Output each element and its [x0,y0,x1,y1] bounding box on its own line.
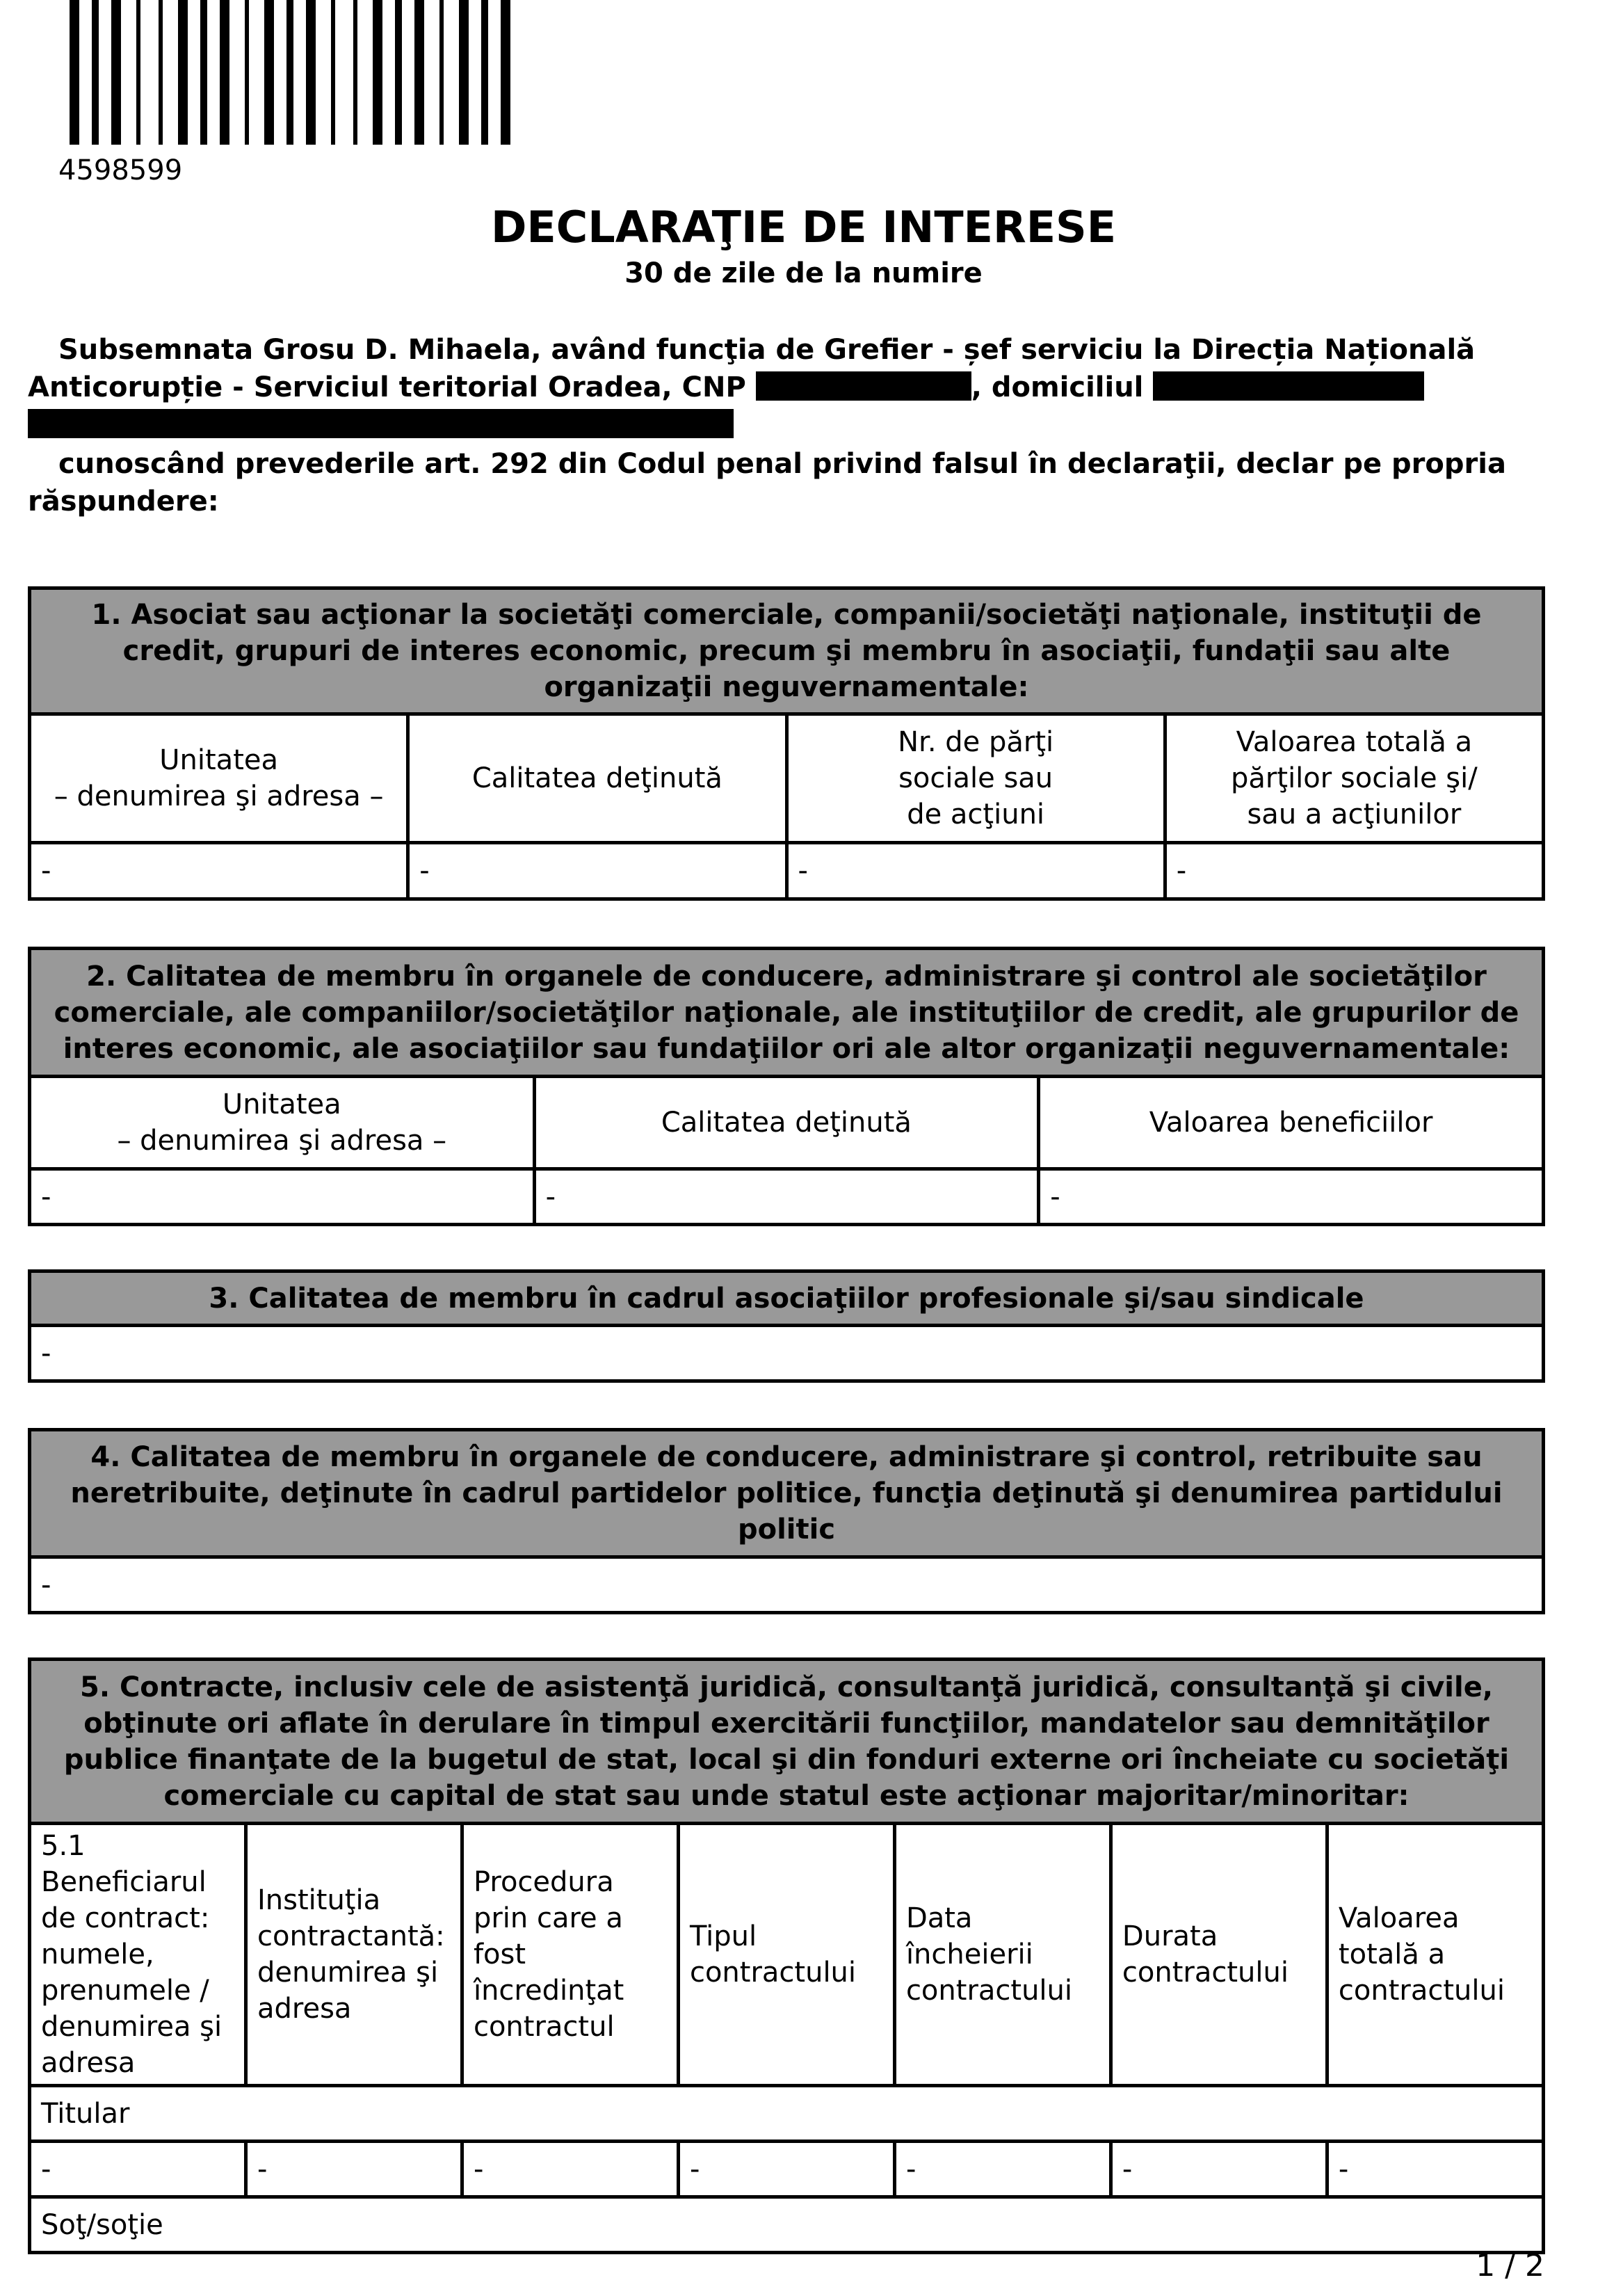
declarant-statement-2 [28,445,1544,520]
table-cell: - [30,843,408,899]
column-header-contract-date: Data încheierii contractului [894,1824,1111,2086]
barcode-bar [264,0,274,145]
barcode-bar [353,0,357,145]
intro-line-1: Subsemnata Grosu D. Mihaela, având funcţia de Grefier - șef serviciu la Direcția Națională [58,334,1476,366]
barcode-bar [286,0,293,145]
barcode-bar [481,0,488,145]
barcode-bar [159,0,163,145]
column-header-role: Calitatea deţinută [408,714,786,843]
group-label-spouse: Soţ/soţie [30,2197,1544,2253]
column-header-contract-value: Valoarea totală a contractului [1327,1824,1543,2086]
barcode-bar [414,0,424,145]
table-cell: - [30,1326,1544,1381]
redacted-address-cont [28,409,734,438]
table-cell: - [30,1169,535,1225]
table-cell: - [30,1557,1544,1613]
table-cell: - [1111,2142,1327,2197]
section-1-heading: 1. Asociat sau acţionar la societăţi comerciale, companii/societăţi naţionale, instituţii de credit, grupuri de interes economic, precum şi membru în asociaţii, fundaţii sau alte organizaţii neguvernamentale: [30,588,1544,714]
section-4-table [28,1428,1545,1614]
section-3-heading: 3. Calitatea de membru în cadrul asociaţiilor profesionale şi/sau sindicale [30,1271,1544,1326]
document-subtitle: 30 de zile de la numire [624,257,983,289]
column-header-beneficiary: 5.1 Beneficiarul de contract: numele, prenumele / denumirea şi adresa [30,1824,246,2086]
column-header-shares-count: Nr. de părţi sociale sau de acţiuni [786,714,1165,843]
barcode-bar [501,0,510,145]
column-header-unit: Unitatea – denumirea şi adresa – [30,1077,535,1169]
column-header-procedure: Procedura prin care a fost încredinţat contractul [462,1824,678,2086]
barcode-bar [220,0,229,145]
column-header-role: Calitatea deţinută [534,1077,1039,1169]
barcode-bar [136,0,140,145]
redacted-cnp [756,371,971,401]
document-title: DECLARAŢIE DE INTERESE [490,202,1117,252]
column-header-contracting-institution: Instituţia contractantă: denumirea şi adresa [245,1824,462,2086]
barcode-bar [331,0,335,145]
section-2-table [28,947,1545,1226]
table-cell: - [894,2142,1111,2197]
column-header-contract-type: Tipul contractului [678,1824,894,2086]
barcode-bar [178,0,188,145]
section-3-table [28,1269,1545,1383]
table-cell: - [462,2142,678,2197]
table-cell: - [1165,843,1543,899]
barcode-bar [70,0,79,145]
document-id-number: 4598599 [58,154,183,186]
table-cell: - [534,1169,1039,1225]
table-cell: - [30,2142,246,2197]
declarant-statement [28,331,1544,444]
intro-line-2: Anticorupție - Serviciul teritorial Oradea, CNP [28,371,746,403]
barcode-bar [245,0,249,145]
table-cell: - [1327,2142,1543,2197]
section-5-heading: 5. Contracte, inclusiv cele de asistenţă juridică, consultanţă juridică, consultanţă şi civile, obţinute ori aflate în derulare în timpul exercitării funcţiilor, mandatelor sau demnităţilor publice finanţate de la bugetul de stat, local şi din fonduri externe ori încheiate cu societăţi comerciale cu capital de stat sau unde statul este acţionar majoritar/minoritar: [30,1660,1544,1824]
section-5-table [28,1657,1545,2254]
barcode-bar [92,0,99,145]
barcode-bar [306,0,316,145]
group-label-titular: Titular [30,2086,1544,2142]
table-cell: - [245,2142,462,2197]
column-header-contract-duration: Durata contractului [1111,1824,1327,2086]
barcode-bar [395,0,402,145]
intro-line-2b: , domiciliul [971,371,1144,403]
table-cell: - [408,843,786,899]
redacted-address [1153,371,1424,401]
column-header-benefits-value: Valoarea beneficiilor [1039,1077,1544,1169]
barcode [70,0,855,145]
barcode-bar [200,0,207,145]
intro-line-4: răspundere: [28,485,219,517]
column-header-shares-value: Valoarea totală a părţilor sociale şi/ sau a acţiunilor [1165,714,1543,843]
barcode-bar [439,0,444,145]
intro-line-3: cunoscând prevederile art. 292 din Codul penal privind falsul în declaraţii, declar pe propria [58,448,1506,480]
column-header-unit: Unitatea – denumirea şi adresa – [30,714,408,843]
section-4-heading: 4. Calitatea de membru în organele de conducere, administrare şi control, retribuite sau neretribuite, deţinute în cadrul partidelor politice, funcţia deţinută şi denumirea partidului politic [30,1430,1544,1557]
barcode-bar [459,0,469,145]
section-1-table [28,586,1545,901]
table-cell: - [1039,1169,1544,1225]
table-cell: - [786,843,1165,899]
page-number: 1 / 2 [1476,2248,1544,2283]
section-2-heading: 2. Calitatea de membru în organele de conducere, administrare şi control ale societăţilor comerciale, ale companiilor/societăţilor naţionale, ale instituţiilor de credit, ale grupurilor de interes economic, ale asociaţiilor sau fundaţiilor ori ale altor organizaţii neguvernamentale: [30,949,1544,1077]
table-cell: - [678,2142,894,2197]
barcode-bar [111,0,121,145]
barcode-bar [373,0,382,145]
